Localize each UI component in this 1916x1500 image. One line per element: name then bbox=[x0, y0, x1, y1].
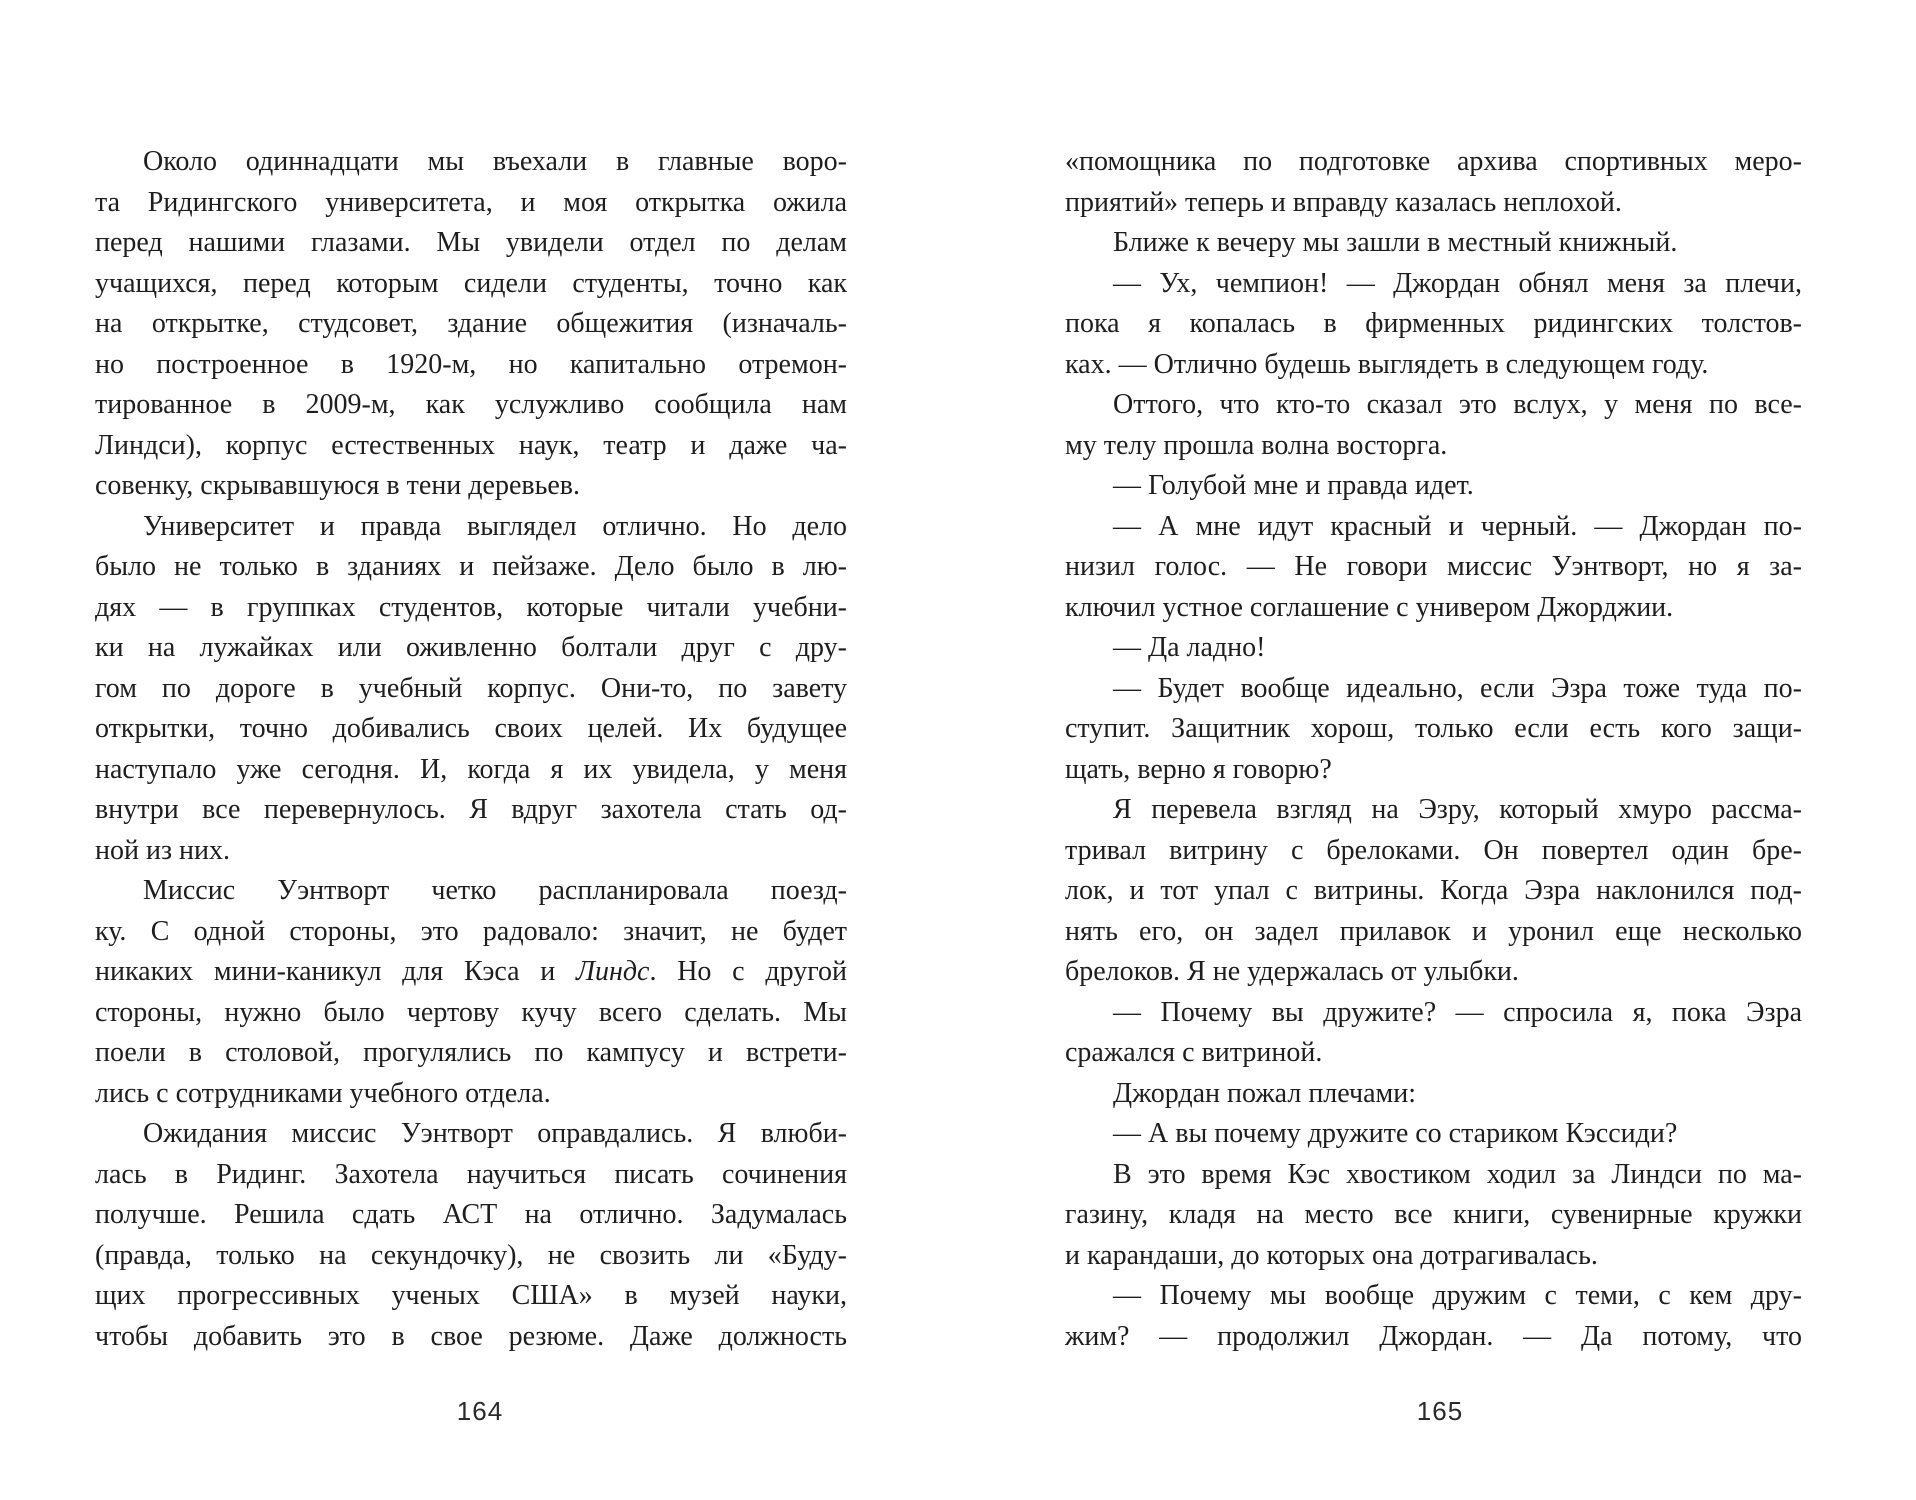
text-line: ку. С одной стороны, это радовало: значит, не будет bbox=[95, 915, 847, 947]
text-line: лись с сотрудниками учебного отдела. bbox=[95, 1077, 551, 1109]
text-line: Я перевела взгляд на Эзру, который хмуро рассма- bbox=[1113, 794, 1802, 825]
text-line: ки на лужайках или оживленно болтали друг с дру- bbox=[95, 632, 847, 663]
text-line: наступало уже сегодня. И, когда я их увидела, у меня bbox=[95, 753, 847, 785]
text-line: — Почему мы вообще дружим с теми, с кем дру- bbox=[1113, 1280, 1802, 1311]
text-line: но построенное в 1920-м, но капитально отремон- bbox=[95, 348, 847, 380]
page-right-text bbox=[1065, 142, 1802, 1357]
text-line: щать, верно я говорю? bbox=[1065, 753, 1332, 785]
text-line: получше. Решила сдать АСТ на отлично. Задумалась bbox=[95, 1199, 847, 1230]
text-line: перед нашими глазами. Мы увидели отдел по делам bbox=[95, 227, 847, 258]
text-line: пока я копалась в фирменных ридингских толстов- bbox=[1065, 308, 1802, 339]
text-line: — Почему вы дружите? — спросила я, пока Эзра bbox=[1113, 996, 1802, 1028]
text-line: Линдси), корпус естественных наук, театр и даже ча- bbox=[95, 429, 847, 461]
text-line: сражался с витриной. bbox=[1065, 1037, 1323, 1068]
text-line: Миссис Уэнтворт четко распланировала поезд- bbox=[143, 875, 847, 906]
page-number-right: 165 bbox=[1416, 1396, 1464, 1426]
text-line: В это время Кэс хвостиком ходил за Линдси по ма- bbox=[1113, 1158, 1802, 1190]
text-line: — А вы почему дружите со стариком Кэссиди? bbox=[1113, 1118, 1678, 1149]
text-line: было не только в зданиях и пейзаже. Дело было в лю- bbox=[95, 551, 847, 582]
text-line: внутри все перевернулось. Я вдруг захотела стать од- bbox=[95, 794, 847, 825]
text-line: на открытке, студсовет, здание общежития (изначаль- bbox=[95, 308, 847, 339]
text-line: ной из них. bbox=[95, 834, 230, 866]
text-line: гом по дороге в учебный корпус. Они-то, по завету bbox=[95, 672, 847, 704]
text-line: газину, кладя на место все книги, сувенирные кружки bbox=[1065, 1199, 1802, 1230]
text-line: поели в столовой, прогулялись по кампусу и встрети- bbox=[95, 1037, 847, 1068]
text-line: совенку, скрывавшуюся в тени деревьев. bbox=[95, 470, 581, 501]
text-line: — Голубой мне и правда идет. bbox=[1113, 470, 1474, 501]
text-line: стороны, нужно было чертову кучу всего сделать. Мы bbox=[95, 996, 847, 1028]
text-line: (правда, только на секундочку), не свозить ли «Буду- bbox=[95, 1239, 847, 1271]
text-line: чтобы добавить это в свое резюме. Даже должность bbox=[95, 1320, 847, 1352]
text-line: ках. — Отлично будешь выглядеть в следующем году. bbox=[1065, 348, 1709, 380]
text-line: и карандаши, до которых она дотрагивалась. bbox=[1065, 1239, 1598, 1271]
text-line: — А мне идут красный и черный. — Джордан по- bbox=[1113, 510, 1802, 542]
text-line: ступит. Защитник хорош, только если есть кого защи- bbox=[1065, 713, 1802, 744]
text-line: — Будет вообще идеально, если Эзра тоже туда по- bbox=[1113, 672, 1802, 704]
text-line: тированное в 2009-м, как услужливо сообщила нам bbox=[95, 389, 847, 420]
text-line: лок, и тот упал с витрины. Когда Эзра наклонился под- bbox=[1065, 875, 1802, 906]
text-line: му телу прошла волна восторга. bbox=[1065, 429, 1448, 461]
text-line: учащихся, перед которым сидели студенты, точно как bbox=[95, 267, 847, 299]
text-line: приятий» теперь и вправду казалась неплохой. bbox=[1065, 186, 1622, 218]
text-line: Джордан пожал плечами: bbox=[1113, 1077, 1416, 1109]
text-line: брелоков. Я не удержалась от улыбки. bbox=[1065, 956, 1519, 987]
text-line: лась в Ридинг. Захотела научиться писать сочинения bbox=[95, 1158, 847, 1190]
text-line: ключил устное соглашение с универом Джорджии. bbox=[1065, 591, 1674, 623]
text-line: нять его, он задел прилавок и уронил еще несколько bbox=[1065, 915, 1802, 947]
text-line: жим? — продолжил Джордан. — Да потому, что bbox=[1065, 1320, 1802, 1352]
text-line: Оттого, что кто-то сказал это вслух, у меня по все- bbox=[1113, 389, 1802, 420]
text-line: — Да ладно! bbox=[1113, 632, 1266, 663]
page-left-text bbox=[95, 142, 847, 1357]
text-line: никаких мини-каникул для Кэса и Линдс. Но с другой bbox=[95, 956, 847, 987]
text-line: Около одиннадцати мы въехали в главные воро- bbox=[143, 146, 847, 177]
page-number-left: 164 bbox=[456, 1396, 504, 1426]
text-line: «помощника по подготовке архива спортивных меро- bbox=[1065, 146, 1802, 177]
text-line: Университет и правда выглядел отлично. Но дело bbox=[143, 510, 847, 542]
text-line: — Ух, чемпион! — Джордан обнял меня за плечи, bbox=[1113, 267, 1802, 299]
text-line: щих прогрессивных ученых США» в музей науки, bbox=[95, 1280, 847, 1311]
text-line: низил голос. — Не говори миссис Уэнтворт, но я за- bbox=[1065, 551, 1802, 582]
text-line: тривал витрину с брелоками. Он повертел один бре- bbox=[1065, 834, 1802, 866]
text-line: открытки, точно добивались своих целей. Их будущее bbox=[95, 713, 847, 744]
text-line: дях — в группках студентов, которые читали учебни- bbox=[95, 591, 847, 623]
text-line: та Ридингского университета, и моя открытка ожила bbox=[95, 186, 847, 218]
text-line: Ожидания миссис Уэнтворт оправдались. Я влюби- bbox=[143, 1118, 847, 1149]
text-line: Ближе к вечеру мы зашли в местный книжный. bbox=[1113, 227, 1678, 258]
